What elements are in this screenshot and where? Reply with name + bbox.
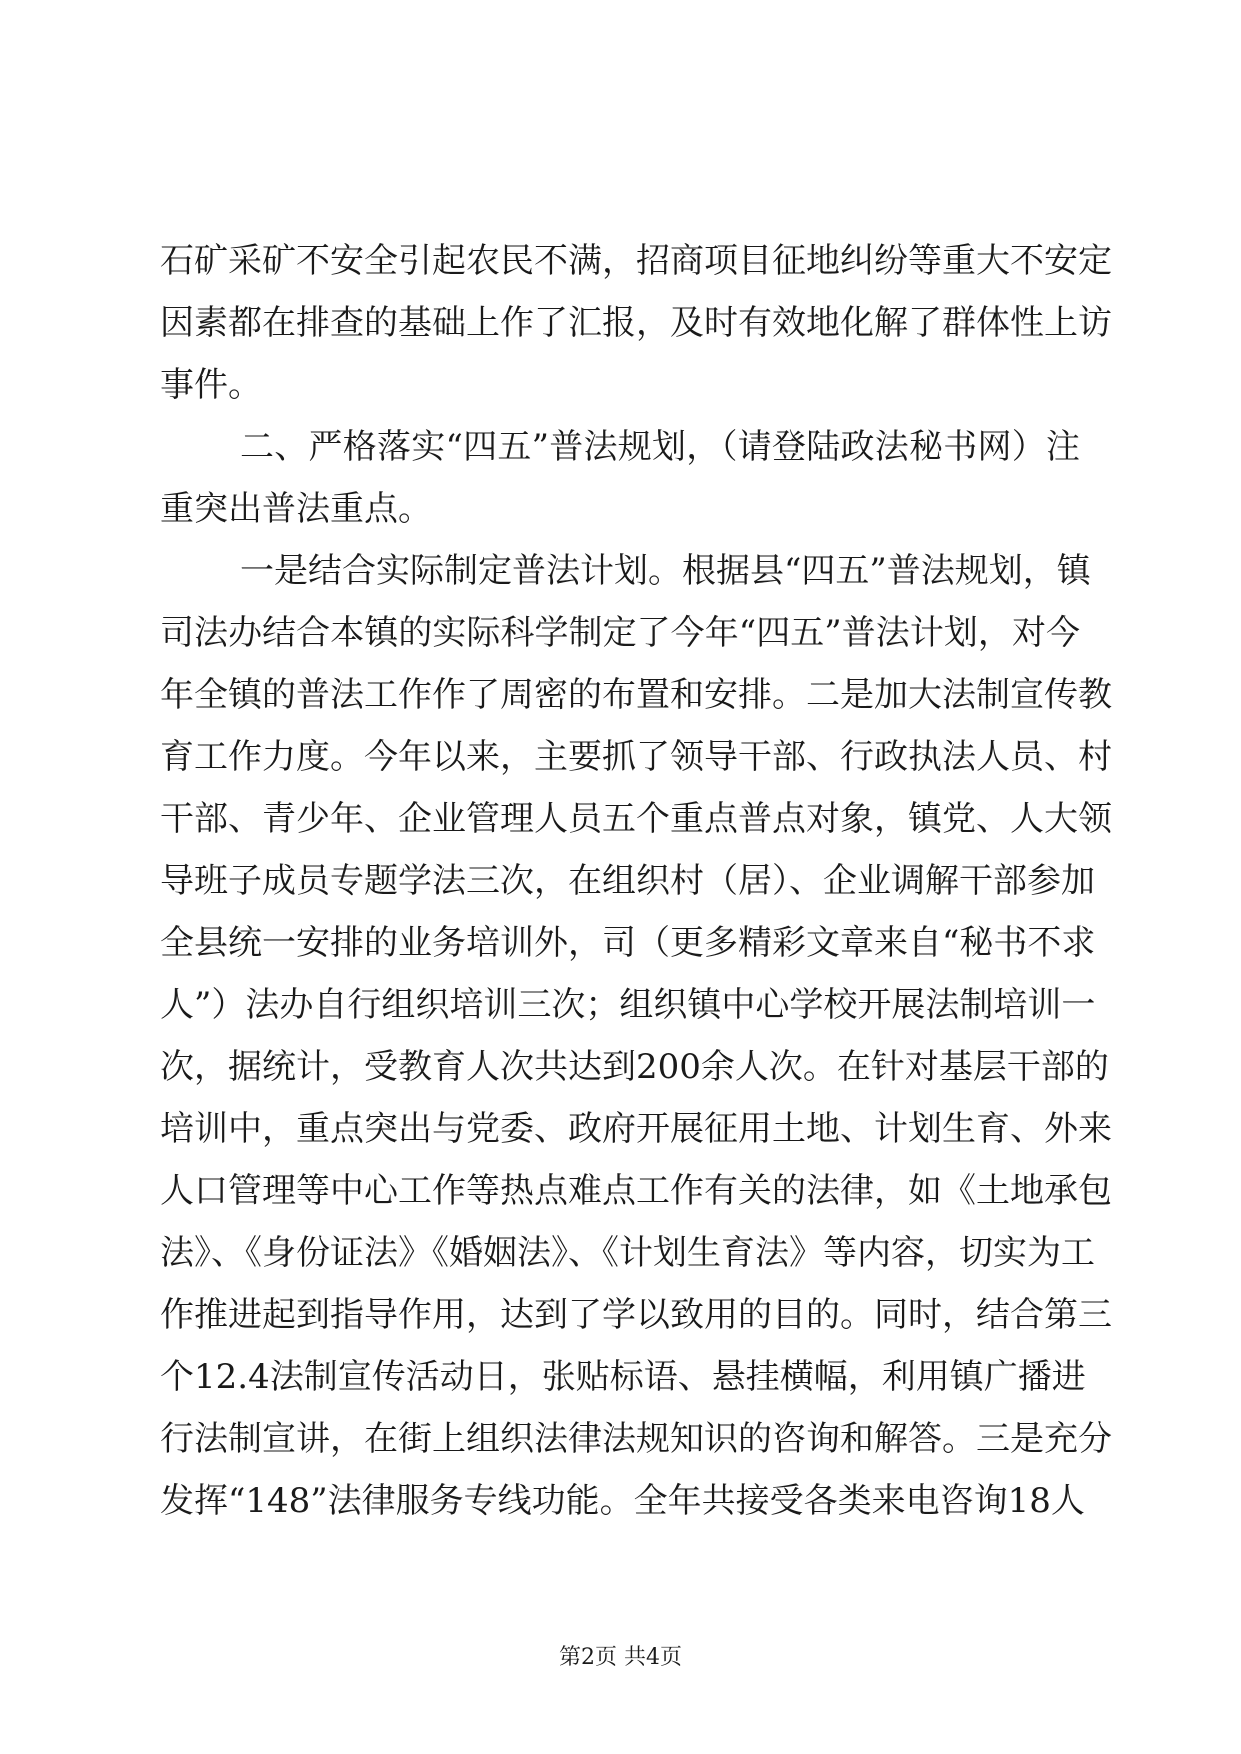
text-line: 司法办结合本镇的实际科学制定了今年“四五”普法计划，对今	[160, 613, 1080, 653]
text-line: 行法制宣讲，在街上组织法律法规知识的咨询和解答。三是充分	[160, 1419, 1112, 1459]
text-line: 全县统一安排的业务培训外，司（更多精彩文章来自“秘书不求	[160, 923, 1096, 963]
section-heading-line: 重突出普法重点。	[160, 489, 432, 529]
body-text	[160, 230, 1112, 1532]
text-line: 人”）法办自行组织培训三次；组织镇中心学校开展法制培训一	[160, 985, 1096, 1025]
text-line: 次，据统计，受教育人次共达到200余人次。在针对基层干部的	[160, 1047, 1109, 1087]
text-line: 事件。	[160, 365, 262, 405]
text-line: 法》、《身份证法》《婚姻法》、《计划生育法》等内容，切实为工	[160, 1233, 1095, 1273]
text-line: 人口管理等中心工作等热点难点工作有关的法律，如《土地承包	[160, 1171, 1112, 1211]
text-line: 个12.4法制宣传活动日，张贴标语、悬挂横幅，利用镇广播进	[160, 1357, 1086, 1397]
section-heading-line: 二、严格落实“四五”普法规划，（请登陆政法秘书网）注	[240, 427, 1080, 467]
text-line: 导班子成员专题学法三次，在组织村（居）、企业调解干部参加	[160, 861, 1095, 901]
text-line: 年全镇的普法工作作了周密的布置和安排。二是加大法制宣传教	[160, 675, 1112, 715]
text-line: 干部、青少年、企业管理人员五个重点普点对象，镇党、人大领	[160, 799, 1112, 839]
text-line: 培训中，重点突出与党委、政府开展征用土地、计划生育、外来	[160, 1109, 1112, 1149]
text-line: 一是结合实际制定普法计划。根据县“四五”普法规划，镇	[240, 551, 1091, 591]
text-line: 育工作力度。今年以来，主要抓了领导干部、行政执法人员、村	[160, 737, 1112, 777]
page-number-footer: 第2页 共4页	[559, 1645, 682, 1670]
text-line: 因素都在排查的基础上作了汇报，及时有效地化解了群体性上访	[160, 303, 1112, 343]
text-line: 石矿采矿不安全引起农民不满，招商项目征地纠纷等重大不安定	[160, 241, 1112, 281]
text-line: 发挥“148”法律服务专线功能。全年共接受各类来电咨询18人	[160, 1481, 1085, 1521]
text-line: 作推进起到指导作用，达到了学以致用的目的。同时，结合第三	[160, 1295, 1112, 1335]
